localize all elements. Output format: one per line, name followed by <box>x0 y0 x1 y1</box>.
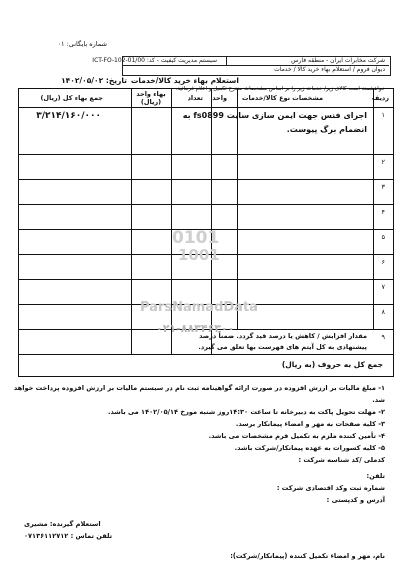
row-no: ۶ <box>381 258 385 266</box>
form-title: استعلام بهاء خرید کالا/خدمات <box>130 76 239 85</box>
unit-line: دیوان فروم / استعلام بهاء خرید کالا / خدمات <box>274 66 385 73</box>
note-5: ۵- کلیه کسورات به عهده پیمانکار/شرکت باشد. <box>234 444 385 452</box>
row-no: ۷ <box>381 283 385 291</box>
row-no: ۲ <box>381 158 385 166</box>
col-unit: واحد <box>212 94 227 102</box>
requester: استعلام گیرنده: مشیری <box>24 520 101 528</box>
row1-spec-line1: اجرای فنس جهت ایمن سازی سایت fs0899 به <box>182 111 367 120</box>
row1-spec-line2: انضمام برگ پیوست. <box>286 125 367 134</box>
watermark-code2: 1001 <box>178 246 220 264</box>
note-1: ۱- مبلغ مالیات بر ارزش افزوده در صورت ارائه گواهینامه ثبت نام در سیستم مالیات بر ارزش افزوده پرداخت خواهد <box>13 384 385 392</box>
supplier-code: کدملی /کد شناسه شرکت : <box>298 456 385 464</box>
row-no: ۱ <box>381 111 385 119</box>
col-total: جمع بهاء کل (ریال) <box>40 94 103 102</box>
supplier-phone: تلفن: <box>366 472 385 480</box>
col-unit-price: بهاء واحد (ریال) <box>136 90 166 106</box>
note-3: ۳- کلیه صفحات به مهر و امضاء پیمانکار برسد. <box>235 420 385 428</box>
discount-line1: مقدار افزایش / کاهش یا درصد قید گردد. ضمناً درصد <box>199 332 367 340</box>
form-number: شماره بایگانی: ۰۱ <box>57 40 107 48</box>
row-no: ۸ <box>381 308 385 316</box>
row-no: ۹ <box>381 333 385 341</box>
row-no: ۴ <box>381 208 385 216</box>
note-1-cont: شد. <box>372 396 385 404</box>
intro-text: خواهشمند است کالای زیر/ خدمات زیر را بر اساس مشخصات مندرج تکمیل و اعلام فرمائید. <box>175 86 385 92</box>
row-no: ۵ <box>381 233 385 241</box>
grand-total-label: جمع کل به حروف (به ریال) <box>281 360 383 369</box>
watermark-brand: ParsNamadData <box>140 300 258 315</box>
requester-phone: تلفن تماس : ۰۷۱۳۶۱۱۲۷۱۲ <box>24 532 113 540</box>
watermark-code: 0101 <box>172 228 220 248</box>
watermark-phone: ۰۲۱-۸۸۳۴۶۳۰۰ <box>156 322 235 335</box>
system-line: سیستم مدیریت کیفیت - کد: ICT-FO-102-01/00 <box>92 57 217 64</box>
col-spec: مشخصات نوع کالا/خدمات <box>241 94 323 102</box>
supplier-econ: شماره ثبت وکد اقتصادی شرکت : <box>276 484 385 492</box>
company-line: شرکت مخابرات ایران - منطقه فارس <box>291 57 385 64</box>
note-4: ۴- تأمین کننده ملزم به تکمیل فرم مشخصات می باشد. <box>208 432 385 440</box>
row-no: ۳ <box>381 183 385 191</box>
form-date: تاریخ: ۱۴۰۲/۰۵/۰۲ <box>61 76 127 85</box>
row1-total: ۳/۲۱۴/۱۶۰/۰۰۰ <box>36 111 101 121</box>
col-qty: تعداد <box>187 94 203 102</box>
discount-line2: پیشنهادی به کل آیتم های فهرست بها تعلق می گیرد. <box>198 343 367 351</box>
signature-label: نام، مهر و امضاء تکمیل کننده (پیمانکار/شرکت): <box>230 552 385 560</box>
col-row: ردیف <box>371 94 389 102</box>
note-2: ۲- مهلت تحویل پاکت به دبیرخانه تا ساعت ۱۴:۳۰روز شنبه مورخ ۱۴۰۲/۰۵/۱۴ می باشد. <box>107 408 385 416</box>
supplier-address: آدرس و کدپستی : <box>326 496 385 504</box>
